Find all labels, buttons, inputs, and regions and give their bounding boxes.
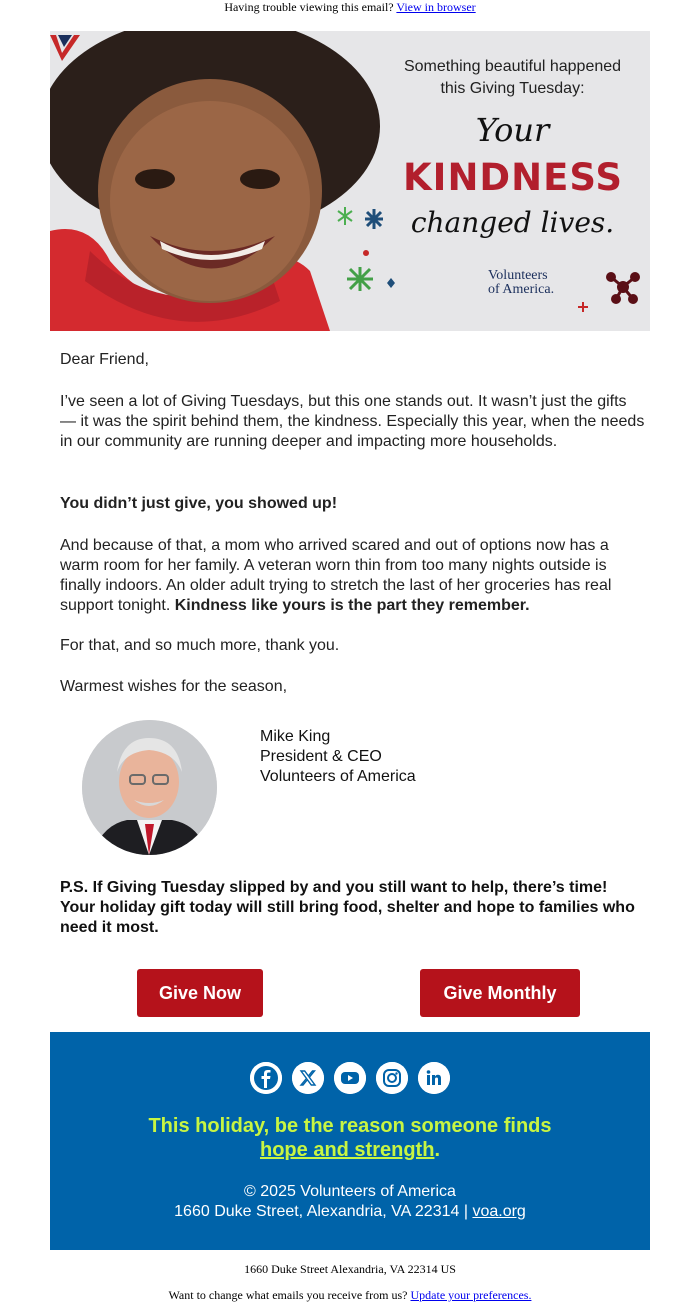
linkedin-icon[interactable] bbox=[418, 1062, 450, 1094]
hero-kindness-text: KINDNESS bbox=[403, 156, 623, 199]
instagram-icon[interactable] bbox=[376, 1062, 408, 1094]
signature-block bbox=[260, 727, 416, 787]
signature-title: President & CEO bbox=[260, 748, 382, 765]
postal-address: 1660 Duke Street Alexandria, VA 22314 US bbox=[244, 1262, 456, 1276]
footer bbox=[50, 1032, 650, 1250]
dark-red-asterisk-icon bbox=[606, 272, 640, 304]
bold-line: You didn’t just give, you showed up! bbox=[60, 495, 338, 512]
voa-logo-icon bbox=[50, 31, 160, 63]
preferences-line: Want to change what emails you receive from us? Update your preferences. bbox=[168, 1288, 532, 1302]
hero-script-changed: changed lives. bbox=[410, 206, 615, 239]
green-star-icon bbox=[338, 207, 352, 225]
hope-and-strength-link[interactable]: hope and strength bbox=[259, 1139, 435, 1161]
facebook-icon[interactable] bbox=[250, 1062, 282, 1094]
give-now-button[interactable]: Give Now bbox=[137, 969, 263, 1017]
signature-org: Volunteers of America bbox=[260, 768, 416, 785]
footer-copyright: © 2025 Volunteers of America 1660 Duke Street, Alexandria, VA 22314 | voa.org bbox=[174, 1183, 526, 1220]
give-monthly-button[interactable]: Give Monthly bbox=[420, 969, 580, 1017]
hero-script-your: Your bbox=[475, 111, 550, 149]
view-in-browser-link[interactable]: View in browser bbox=[396, 0, 476, 14]
paragraph-1: I’ve seen a lot of Giving Tuesdays, but this one stands out. It wasn’t just the gifts — it was the spirit behind them, the kindness. Especially this year, when the needs in our community are running deeper and impacting more households. bbox=[60, 393, 645, 450]
ceo-photo bbox=[82, 720, 217, 855]
view-in-browser-bar bbox=[0, 0, 700, 16]
green-snowflake-icon bbox=[347, 267, 373, 291]
youtube-icon[interactable] bbox=[334, 1062, 366, 1094]
footer-tagline: This holiday, be the reason someone finds hope and strength. bbox=[148, 1115, 552, 1161]
signature-name: Mike King bbox=[260, 728, 331, 745]
closing-line: Warmest wishes for the season, bbox=[60, 678, 288, 695]
voa-logo-text: Volunteers of America. bbox=[488, 268, 555, 297]
ps-paragraph: P.S. If Giving Tuesday slipped by and you still want to help, there’s time! Your holiday gift today will still bring food, shelter and hope to families who need it most. bbox=[60, 879, 635, 936]
top-bar-text: Having trouble viewing this email? bbox=[224, 0, 394, 14]
voa-org-link[interactable]: voa.org bbox=[472, 1203, 526, 1220]
update-preferences-link[interactable]: Update your preferences. bbox=[410, 1288, 532, 1302]
thanks-line: For that, and so much more, thank you. bbox=[60, 637, 340, 654]
paragraph-2: And because of that, a mom who arrived scared and out of options now has a warm room for her family. A veteran worn thin from too many nights outside is finally indoors. An older adult trying to stretch the last of her groceries has real support tonight. Kindness like yours is the part they remember. bbox=[60, 537, 612, 614]
hero-tagline: Something beautiful happened this Giving Tuesday: bbox=[403, 58, 622, 97]
greeting: Dear Friend, bbox=[60, 351, 149, 368]
hero-banner bbox=[50, 31, 650, 331]
ceo-avatar bbox=[82, 720, 217, 855]
x-icon[interactable] bbox=[292, 1062, 324, 1094]
